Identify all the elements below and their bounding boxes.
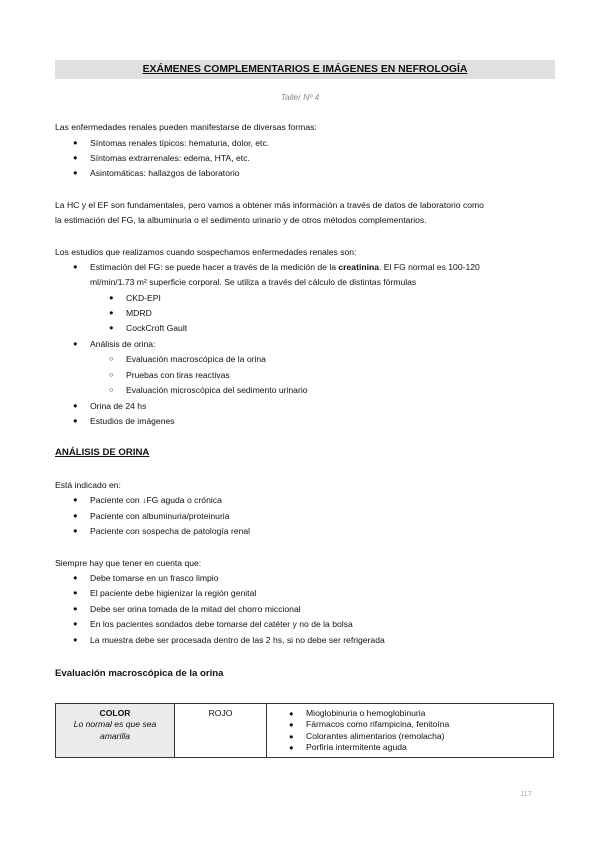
document-subtitle: Taller Nº 4 — [280, 92, 320, 102]
table-cell-rojo: ROJO — [175, 704, 267, 758]
paragraph-line: La HC y el EF son fundamentales, pero vamos a obtener más información a través de datos de laboratorio como — [55, 200, 484, 210]
table-cell-color: COLOR Lo normal es que sea amarilla — [56, 704, 175, 758]
bullet-icon: ● — [73, 511, 78, 520]
intro-text: Las enfermedades renales pueden manifestarse de diversas formas: — [55, 122, 317, 132]
hollow-circle-icon: ○ — [109, 385, 114, 394]
macroscopic-table — [55, 703, 554, 758]
document-title: EXÁMENES COMPLEMENTARIOS E IMÁGENES EN NEFROLOGÍA — [55, 60, 555, 79]
section-heading-evaluacion: Evaluación macroscópica de la orina — [55, 668, 224, 679]
estudios-intro: Los estudios que realizamos cuando sospechamos enfermedades renales son: — [55, 247, 357, 257]
bullet-icon: ● — [73, 138, 78, 147]
paragraph-line: la estimación del FG, la albuminuria o el sedimento urinario y de otros métodos complementarios. — [55, 215, 427, 225]
bullet-icon: ● — [109, 293, 114, 302]
bullet-icon: ● — [73, 262, 78, 271]
bullet-icon: ● — [73, 401, 78, 410]
bullet-icon: ● — [73, 526, 78, 535]
bullet-icon: ● — [73, 416, 78, 425]
list-item: ● Colorantes alimentarios (remolacha) — [289, 731, 547, 742]
bullet-icon: ● — [73, 573, 78, 582]
siempre-text: Siempre hay que tener en cuenta que: — [55, 558, 202, 568]
page-number: 117 — [520, 789, 532, 798]
bullet-icon: ● — [73, 495, 78, 504]
bullet-icon: ● — [73, 588, 78, 597]
document-page: EXÁMENES COMPLEMENTARIOS E IMÁGENES EN NEFROLOGÍA Taller Nº 4 Las enfermedades renales pueden manifestarse de diversas formas: ● Síntomas renales típicos: hematuria, dolor, etc. ● Síntomas extrarrenales: edema, HTA, etc. ● Asintomáticas: hallazgos de laboratorio La HC y el EF son fundamentales, pero vamos a obtener más información a través de datos de laboratorio como la estimación del FG, la albuminuria o el sedimento urinario y de otros métodos complementarios. Los estudios que realizamos cuando sospechamos enfermedades renales son: ● Estimación del FG: se puede hacer a través de la medición de la creatinina. El FG normal es 100-120 ml/min/1.73 m² superficie corporal. Se utiliza a través del cálculo de distintas fórmulas ● CKD-EPI ● MDRD ● CockCroft Gault ● Análisis de orina: ○ Evaluación macroscópica de la orina ○ Pruebas con tiras reactivas ○ Evaluación microscópica del sedimento urinario ● Orina de 24 hs ● Estudios de imágenes ANÁLISIS DE ORINA Está indicado en: ● Paciente con ↓FG aguda o crónica ● Paciente con albuminuria/proteinuria ● Paciente con sospecha de patología renal Siempre hay que tener en cuenta que: ● Debe tomarse en un frasco limpio ● El paciente debe higienizar la región genital ● Debe ser orina tomada de la mitad del chorro miccional ● En los pacientes sondados debe tomarse del catéter y no de la bolsa ● La muestra debe ser procesada dentro de las 2 hs, si no debe ser refrigerada Evaluación macroscópica de la orina COLOR Lo normal es que sea amarilla ROJO ● Mioglobinuria o hemoglobinuria ● Fármacos como rifampicina, fenitoína ● Colorantes alimentarios (remolacha) ● Porfiria intermitente aguda 117 — [0, 0, 600, 848]
indicado-text: Está indicado en: — [55, 480, 121, 490]
hollow-circle-icon: ○ — [109, 370, 114, 379]
bullet-icon: ● — [73, 153, 78, 162]
bullet-icon: ● — [73, 604, 78, 613]
bullet-icon: ● — [109, 323, 114, 332]
table-row — [56, 704, 554, 758]
bullet-icon: ● — [73, 168, 78, 177]
bullet-icon: ● — [109, 308, 114, 317]
list-item: ● Porfiria intermitente aguda — [289, 742, 547, 753]
bullet-icon: ● — [73, 619, 78, 628]
section-heading-analisis: ANÁLISIS DE ORINA — [55, 447, 150, 458]
hollow-circle-icon: ○ — [109, 354, 114, 363]
table-cell-causes — [267, 704, 554, 758]
list-item: ● Mioglobinuria o hemoglobinuria — [289, 708, 547, 719]
bullet-icon: ● — [73, 635, 78, 644]
list-item: ● Fármacos como rifampicina, fenitoína — [289, 719, 547, 730]
bullet-icon: ● — [73, 339, 78, 348]
